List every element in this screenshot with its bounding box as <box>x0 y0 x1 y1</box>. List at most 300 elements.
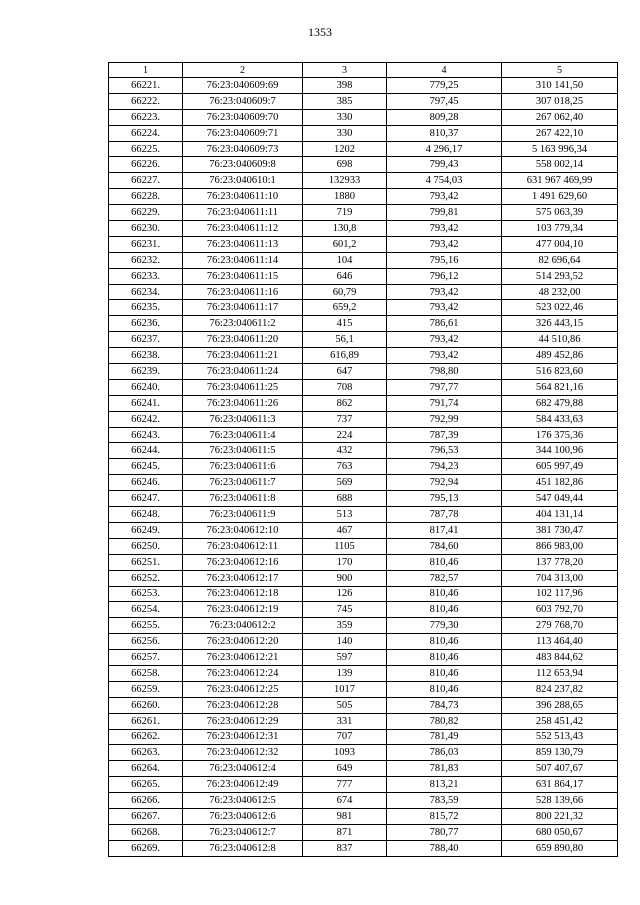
column-header-5: 5 <box>502 63 618 78</box>
rate-cell: 793,42 <box>387 332 502 348</box>
row-number-cell: 66233. <box>109 268 183 284</box>
value-cell: 267 062,40 <box>502 109 618 125</box>
table-row <box>109 745 618 761</box>
rate-cell: 791,74 <box>387 395 502 411</box>
cadastral-number-cell: 76:23:040612:19 <box>183 602 303 618</box>
row-number-cell: 66255. <box>109 618 183 634</box>
value-cell: 603 792,70 <box>502 602 618 618</box>
column-header-4: 4 <box>387 63 502 78</box>
row-number-cell: 66258. <box>109 665 183 681</box>
table-row <box>109 618 618 634</box>
column-header-1: 1 <box>109 63 183 78</box>
table-row <box>109 824 618 840</box>
table-body <box>109 78 618 857</box>
value-cell: 528 139,66 <box>502 793 618 809</box>
cadastral-number-cell: 76:23:040612:18 <box>183 586 303 602</box>
value-cell: 547 049,44 <box>502 491 618 507</box>
cadastral-number-cell: 76:23:040612:31 <box>183 729 303 745</box>
table-row <box>109 141 618 157</box>
rate-cell: 810,37 <box>387 125 502 141</box>
value-cell: 82 696,64 <box>502 252 618 268</box>
area-cell: 647 <box>303 364 387 380</box>
cadastral-number-cell: 76:23:040612:20 <box>183 634 303 650</box>
area-cell: 777 <box>303 777 387 793</box>
rate-cell: 781,49 <box>387 729 502 745</box>
value-cell: 682 479,88 <box>502 395 618 411</box>
cadastral-number-cell: 76:23:040609:8 <box>183 157 303 173</box>
area-cell: 698 <box>303 157 387 173</box>
value-cell: 258 451,42 <box>502 713 618 729</box>
value-cell: 326 443,15 <box>502 316 618 332</box>
cadastral-number-cell: 76:23:040611:3 <box>183 411 303 427</box>
row-number-cell: 66221. <box>109 78 183 94</box>
row-number-cell: 66227. <box>109 173 183 189</box>
cadastral-number-cell: 76:23:040611:5 <box>183 443 303 459</box>
rate-cell: 779,30 <box>387 618 502 634</box>
table-row <box>109 570 618 586</box>
row-number-cell: 66250. <box>109 538 183 554</box>
value-cell: 102 117,96 <box>502 586 618 602</box>
table-row <box>109 252 618 268</box>
value-cell: 381 730,47 <box>502 522 618 538</box>
area-cell: 707 <box>303 729 387 745</box>
row-number-cell: 66266. <box>109 793 183 809</box>
area-cell: 862 <box>303 395 387 411</box>
value-cell: 514 293,52 <box>502 268 618 284</box>
table-row <box>109 808 618 824</box>
value-cell: 659 890,80 <box>502 840 618 856</box>
value-cell: 866 983,00 <box>502 538 618 554</box>
table-row <box>109 650 618 666</box>
value-cell: 800 221,32 <box>502 808 618 824</box>
cadastral-number-cell: 76:23:040611:8 <box>183 491 303 507</box>
cadastral-number-cell: 76:23:040612:5 <box>183 793 303 809</box>
rate-cell: 779,25 <box>387 78 502 94</box>
area-cell: 646 <box>303 268 387 284</box>
table-row <box>109 634 618 650</box>
value-cell: 631 967 469,99 <box>502 173 618 189</box>
area-cell: 837 <box>303 840 387 856</box>
area-cell: 981 <box>303 808 387 824</box>
area-cell: 126 <box>303 586 387 602</box>
rate-cell: 4 754,03 <box>387 173 502 189</box>
rate-cell: 810,46 <box>387 681 502 697</box>
rate-cell: 799,81 <box>387 205 502 221</box>
cadastral-number-cell: 76:23:040611:10 <box>183 189 303 205</box>
row-number-cell: 66251. <box>109 554 183 570</box>
value-cell: 680 050,67 <box>502 824 618 840</box>
row-number-cell: 66238. <box>109 348 183 364</box>
row-number-cell: 66263. <box>109 745 183 761</box>
table-row <box>109 475 618 491</box>
value-cell: 584 433,63 <box>502 411 618 427</box>
area-cell: 719 <box>303 205 387 221</box>
row-number-cell: 66225. <box>109 141 183 157</box>
cadastral-number-cell: 76:23:040611:14 <box>183 252 303 268</box>
table-row <box>109 761 618 777</box>
area-cell: 224 <box>303 427 387 443</box>
row-number-cell: 66226. <box>109 157 183 173</box>
cadastral-number-cell: 76:23:040612:6 <box>183 808 303 824</box>
area-cell: 763 <box>303 459 387 475</box>
area-cell: 569 <box>303 475 387 491</box>
rate-cell: 810,46 <box>387 602 502 618</box>
value-cell: 48 232,00 <box>502 284 618 300</box>
cadastral-number-cell: 76:23:040611:25 <box>183 379 303 395</box>
value-cell: 5 163 996,34 <box>502 141 618 157</box>
row-number-cell: 66234. <box>109 284 183 300</box>
area-cell: 601,2 <box>303 236 387 252</box>
area-cell: 737 <box>303 411 387 427</box>
table-row <box>109 236 618 252</box>
table-row <box>109 586 618 602</box>
cadastral-number-cell: 76:23:040612:24 <box>183 665 303 681</box>
value-cell: 310 141,50 <box>502 78 618 94</box>
row-number-cell: 66237. <box>109 332 183 348</box>
row-number-cell: 66247. <box>109 491 183 507</box>
table-row <box>109 538 618 554</box>
row-number-cell: 66230. <box>109 221 183 237</box>
value-cell: 483 844,62 <box>502 650 618 666</box>
row-number-cell: 66232. <box>109 252 183 268</box>
row-number-cell: 66253. <box>109 586 183 602</box>
row-number-cell: 66240. <box>109 379 183 395</box>
value-cell: 279 768,70 <box>502 618 618 634</box>
rate-cell: 795,13 <box>387 491 502 507</box>
rate-cell: 810,46 <box>387 634 502 650</box>
row-number-cell: 66268. <box>109 824 183 840</box>
value-cell: 552 513,43 <box>502 729 618 745</box>
cadastral-number-cell: 76:23:040611:7 <box>183 475 303 491</box>
row-number-cell: 66252. <box>109 570 183 586</box>
table-row <box>109 221 618 237</box>
area-cell: 745 <box>303 602 387 618</box>
value-cell: 477 004,10 <box>502 236 618 252</box>
table-row <box>109 284 618 300</box>
value-cell: 451 182,86 <box>502 475 618 491</box>
rate-cell: 788,40 <box>387 840 502 856</box>
area-cell: 688 <box>303 491 387 507</box>
rate-cell: 794,23 <box>387 459 502 475</box>
rate-cell: 810,46 <box>387 650 502 666</box>
rate-cell: 784,73 <box>387 697 502 713</box>
rate-cell: 786,03 <box>387 745 502 761</box>
value-cell: 564 821,16 <box>502 379 618 395</box>
table-row <box>109 602 618 618</box>
rate-cell: 810,46 <box>387 554 502 570</box>
table-row <box>109 93 618 109</box>
cadastral-number-cell: 76:23:040609:7 <box>183 93 303 109</box>
page-number: 1353 <box>308 25 332 39</box>
cadastral-number-cell: 76:23:040611:26 <box>183 395 303 411</box>
table-row <box>109 554 618 570</box>
area-cell: 1017 <box>303 681 387 697</box>
row-number-cell: 66259. <box>109 681 183 697</box>
data-table <box>108 62 618 857</box>
rate-cell: 783,59 <box>387 793 502 809</box>
cadastral-number-cell: 76:23:040612:7 <box>183 824 303 840</box>
cadastral-number-cell: 76:23:040611:4 <box>183 427 303 443</box>
area-cell: 132933 <box>303 173 387 189</box>
value-cell: 267 422,10 <box>502 125 618 141</box>
value-cell: 558 002,14 <box>502 157 618 173</box>
row-number-cell: 66254. <box>109 602 183 618</box>
value-cell: 859 130,79 <box>502 745 618 761</box>
row-number-cell: 66241. <box>109 395 183 411</box>
table-row <box>109 125 618 141</box>
value-cell: 344 100,96 <box>502 443 618 459</box>
area-cell: 674 <box>303 793 387 809</box>
table-row <box>109 777 618 793</box>
table-row <box>109 332 618 348</box>
row-number-cell: 66228. <box>109 189 183 205</box>
area-cell: 871 <box>303 824 387 840</box>
cadastral-number-cell: 76:23:040611:20 <box>183 332 303 348</box>
rate-cell: 784,60 <box>387 538 502 554</box>
rate-cell: 793,42 <box>387 284 502 300</box>
table-row <box>109 364 618 380</box>
rate-cell: 787,78 <box>387 507 502 523</box>
table-row <box>109 713 618 729</box>
cadastral-number-cell: 76:23:040609:73 <box>183 141 303 157</box>
area-cell: 56,1 <box>303 332 387 348</box>
rate-cell: 799,43 <box>387 157 502 173</box>
table-row <box>109 427 618 443</box>
row-number-cell: 66246. <box>109 475 183 491</box>
cadastral-number-cell: 76:23:040612:28 <box>183 697 303 713</box>
cadastral-number-cell: 76:23:040612:2 <box>183 618 303 634</box>
table-row <box>109 316 618 332</box>
cadastral-number-cell: 76:23:040612:16 <box>183 554 303 570</box>
rate-cell: 792,94 <box>387 475 502 491</box>
value-cell: 137 778,20 <box>502 554 618 570</box>
row-number-cell: 66242. <box>109 411 183 427</box>
table-row <box>109 109 618 125</box>
value-cell: 112 653,94 <box>502 665 618 681</box>
row-number-cell: 66264. <box>109 761 183 777</box>
rate-cell: 780,77 <box>387 824 502 840</box>
table-row <box>109 348 618 364</box>
area-cell: 170 <box>303 554 387 570</box>
cadastral-number-cell: 76:23:040609:70 <box>183 109 303 125</box>
row-number-cell: 66224. <box>109 125 183 141</box>
cadastral-number-cell: 76:23:040611:16 <box>183 284 303 300</box>
table-row <box>109 459 618 475</box>
value-cell: 631 864,17 <box>502 777 618 793</box>
area-cell: 331 <box>303 713 387 729</box>
cadastral-number-cell: 76:23:040611:12 <box>183 221 303 237</box>
rate-cell: 4 296,17 <box>387 141 502 157</box>
table-row <box>109 205 618 221</box>
value-cell: 605 997,49 <box>502 459 618 475</box>
area-cell: 60,79 <box>303 284 387 300</box>
cadastral-number-cell: 76:23:040609:71 <box>183 125 303 141</box>
value-cell: 176 375,36 <box>502 427 618 443</box>
cadastral-number-cell: 76:23:040612:17 <box>183 570 303 586</box>
rate-cell: 795,16 <box>387 252 502 268</box>
area-cell: 140 <box>303 634 387 650</box>
table-row <box>109 379 618 395</box>
value-cell: 396 288,65 <box>502 697 618 713</box>
area-cell: 104 <box>303 252 387 268</box>
table-row <box>109 840 618 856</box>
table-row <box>109 729 618 745</box>
area-cell: 513 <box>303 507 387 523</box>
table-row <box>109 173 618 189</box>
table-row <box>109 300 618 316</box>
area-cell: 1202 <box>303 141 387 157</box>
rate-cell: 810,46 <box>387 665 502 681</box>
area-cell: 415 <box>303 316 387 332</box>
row-number-cell: 66245. <box>109 459 183 475</box>
area-cell: 1105 <box>303 538 387 554</box>
table-row <box>109 697 618 713</box>
area-cell: 330 <box>303 125 387 141</box>
area-cell: 130,8 <box>303 221 387 237</box>
row-number-cell: 66239. <box>109 364 183 380</box>
area-cell: 597 <box>303 650 387 666</box>
area-cell: 649 <box>303 761 387 777</box>
table-row <box>109 411 618 427</box>
rate-cell: 797,77 <box>387 379 502 395</box>
row-number-cell: 66257. <box>109 650 183 666</box>
column-header-3: 3 <box>303 63 387 78</box>
row-number-cell: 66261. <box>109 713 183 729</box>
area-cell: 359 <box>303 618 387 634</box>
row-number-cell: 66262. <box>109 729 183 745</box>
row-number-cell: 66265. <box>109 777 183 793</box>
cadastral-number-cell: 76:23:040612:11 <box>183 538 303 554</box>
area-cell: 330 <box>303 109 387 125</box>
cadastral-number-cell: 76:23:040611:2 <box>183 316 303 332</box>
rate-cell: 809,28 <box>387 109 502 125</box>
area-cell: 385 <box>303 93 387 109</box>
rate-cell: 793,42 <box>387 300 502 316</box>
rate-cell: 817,41 <box>387 522 502 538</box>
cadastral-number-cell: 76:23:040612:10 <box>183 522 303 538</box>
area-cell: 1093 <box>303 745 387 761</box>
row-number-cell: 66236. <box>109 316 183 332</box>
cadastral-number-cell: 76:23:040611:9 <box>183 507 303 523</box>
area-cell: 505 <box>303 697 387 713</box>
value-cell: 516 823,60 <box>502 364 618 380</box>
cadastral-number-cell: 76:23:040611:11 <box>183 205 303 221</box>
rate-cell: 782,57 <box>387 570 502 586</box>
value-cell: 1 491 629,60 <box>502 189 618 205</box>
area-cell: 616,89 <box>303 348 387 364</box>
area-cell: 467 <box>303 522 387 538</box>
table-row <box>109 491 618 507</box>
cadastral-number-cell: 76:23:040611:17 <box>183 300 303 316</box>
rate-cell: 793,42 <box>387 236 502 252</box>
row-number-cell: 66256. <box>109 634 183 650</box>
cadastral-number-cell: 76:23:040611:24 <box>183 364 303 380</box>
cadastral-number-cell: 76:23:040612:49 <box>183 777 303 793</box>
table-row <box>109 443 618 459</box>
table-row <box>109 189 618 205</box>
row-number-cell: 66267. <box>109 808 183 824</box>
rate-cell: 793,42 <box>387 348 502 364</box>
rate-cell: 780,82 <box>387 713 502 729</box>
value-cell: 824 237,82 <box>502 681 618 697</box>
table-row <box>109 665 618 681</box>
row-number-cell: 66222. <box>109 93 183 109</box>
table-row <box>109 522 618 538</box>
value-cell: 307 018,25 <box>502 93 618 109</box>
area-cell: 708 <box>303 379 387 395</box>
row-number-cell: 66249. <box>109 522 183 538</box>
value-cell: 404 131,14 <box>502 507 618 523</box>
area-cell: 900 <box>303 570 387 586</box>
area-cell: 659,2 <box>303 300 387 316</box>
row-number-cell: 66223. <box>109 109 183 125</box>
cadastral-number-cell: 76:23:040611:13 <box>183 236 303 252</box>
rate-cell: 796,12 <box>387 268 502 284</box>
table-row <box>109 507 618 523</box>
row-number-cell: 66269. <box>109 840 183 856</box>
cadastral-number-cell: 76:23:040611:15 <box>183 268 303 284</box>
table-row <box>109 681 618 697</box>
cadastral-number-cell: 76:23:040612:8 <box>183 840 303 856</box>
row-number-cell: 66243. <box>109 427 183 443</box>
rate-cell: 793,42 <box>387 189 502 205</box>
cadastral-number-cell: 76:23:040612:29 <box>183 713 303 729</box>
cadastral-number-cell: 76:23:040612:21 <box>183 650 303 666</box>
value-cell: 575 063,39 <box>502 205 618 221</box>
cadastral-number-cell: 76:23:040611:6 <box>183 459 303 475</box>
cadastral-number-cell: 76:23:040612:32 <box>183 745 303 761</box>
column-header-2: 2 <box>183 63 303 78</box>
cadastral-number-cell: 76:23:040609:69 <box>183 78 303 94</box>
area-cell: 398 <box>303 78 387 94</box>
value-cell: 44 510,86 <box>502 332 618 348</box>
value-cell: 704 313,00 <box>502 570 618 586</box>
table-row <box>109 395 618 411</box>
value-cell: 103 779,34 <box>502 221 618 237</box>
cadastral-number-cell: 76:23:040610:1 <box>183 173 303 189</box>
rate-cell: 797,45 <box>387 93 502 109</box>
value-cell: 507 407,67 <box>502 761 618 777</box>
cadastral-number-cell: 76:23:040611:21 <box>183 348 303 364</box>
table-row <box>109 78 618 94</box>
row-number-cell: 66260. <box>109 697 183 713</box>
value-cell: 489 452,86 <box>502 348 618 364</box>
rate-cell: 787,39 <box>387 427 502 443</box>
value-cell: 523 022,46 <box>502 300 618 316</box>
table-row <box>109 157 618 173</box>
area-cell: 1880 <box>303 189 387 205</box>
row-number-cell: 66244. <box>109 443 183 459</box>
rate-cell: 798,80 <box>387 364 502 380</box>
rate-cell: 796,53 <box>387 443 502 459</box>
rate-cell: 786,61 <box>387 316 502 332</box>
row-number-cell: 66229. <box>109 205 183 221</box>
row-number-cell: 66235. <box>109 300 183 316</box>
row-number-cell: 66231. <box>109 236 183 252</box>
cadastral-number-cell: 76:23:040612:25 <box>183 681 303 697</box>
area-cell: 139 <box>303 665 387 681</box>
rate-cell: 815,72 <box>387 808 502 824</box>
rate-cell: 810,46 <box>387 586 502 602</box>
rate-cell: 793,42 <box>387 221 502 237</box>
row-number-cell: 66248. <box>109 507 183 523</box>
rate-cell: 813,21 <box>387 777 502 793</box>
table-row <box>109 793 618 809</box>
value-cell: 113 464,40 <box>502 634 618 650</box>
cadastral-number-cell: 76:23:040612:4 <box>183 761 303 777</box>
table-header-row <box>109 63 618 78</box>
table-row <box>109 268 618 284</box>
